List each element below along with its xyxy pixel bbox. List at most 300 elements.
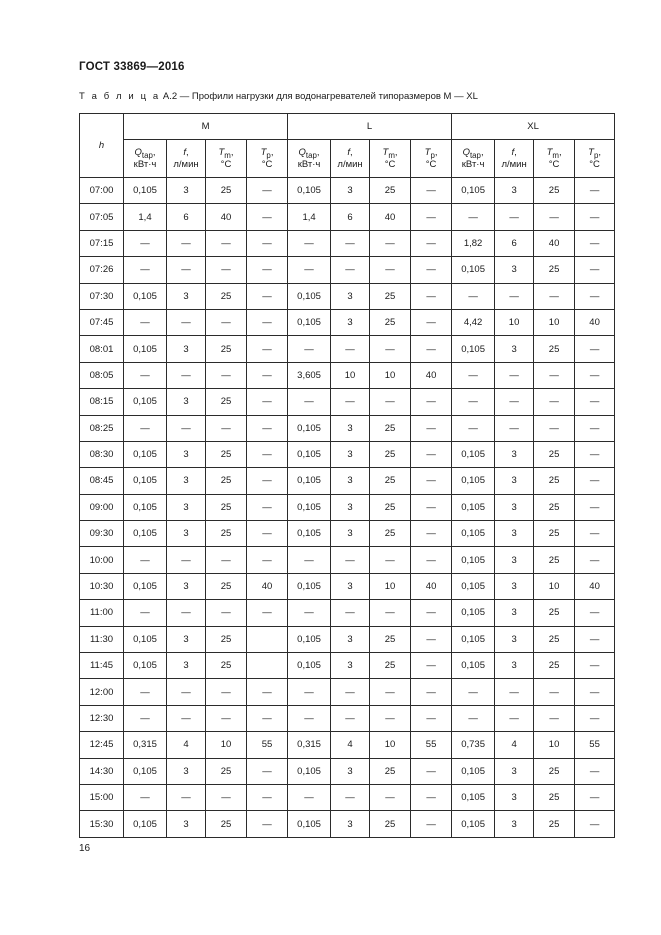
- time-cell: 09:00: [80, 494, 124, 520]
- group-header-m: M: [124, 114, 288, 140]
- table-cell: —: [247, 257, 288, 283]
- table-cell: 25: [206, 811, 247, 837]
- table-cell: 0,105: [452, 336, 495, 362]
- table-cell: 25: [206, 336, 247, 362]
- table-cell: 3: [331, 283, 370, 309]
- table-cell: —: [411, 230, 452, 256]
- table-cell: 55: [575, 732, 615, 758]
- table-cell: —: [575, 336, 615, 362]
- table-cell: 0,105: [288, 626, 331, 652]
- table-cell: —: [331, 784, 370, 810]
- table-cell: 3: [331, 811, 370, 837]
- table-cell: —: [331, 257, 370, 283]
- column-header: $T_m$, °C: [370, 140, 411, 178]
- table-cell: —: [575, 784, 615, 810]
- table-cell: 25: [206, 468, 247, 494]
- page-number: 16: [79, 843, 91, 854]
- table-cell: —: [575, 257, 615, 283]
- table-cell: —: [247, 336, 288, 362]
- table-cell: —: [575, 204, 615, 230]
- table-cell: —: [288, 705, 331, 731]
- column-unit: °C: [425, 158, 437, 170]
- table-cell: [247, 653, 288, 679]
- time-cell: 12:45: [80, 732, 124, 758]
- table-cell: —: [247, 178, 288, 204]
- table-row: [80, 309, 615, 335]
- column-subscript: tap: [305, 150, 317, 160]
- table-cell: —: [534, 389, 575, 415]
- table-cell: 40: [411, 573, 452, 599]
- table-cell: 1,82: [452, 230, 495, 256]
- table-cell: 4: [495, 732, 534, 758]
- table-cell: 3: [331, 441, 370, 467]
- table-cell: —: [167, 415, 206, 441]
- table-cell: 0,105: [452, 257, 495, 283]
- time-cell: 08:45: [80, 468, 124, 494]
- time-cell: 07:45: [80, 309, 124, 335]
- sub-header-row: [80, 140, 615, 178]
- table-cell: —: [575, 626, 615, 652]
- table-caption: [79, 91, 478, 102]
- table-cell: —: [288, 679, 331, 705]
- table-cell: —: [247, 309, 288, 335]
- table-cell: 3: [331, 758, 370, 784]
- table-cell: 0,105: [288, 468, 331, 494]
- table-cell: —: [247, 811, 288, 837]
- table-cell: 0,105: [452, 626, 495, 652]
- table-cell: 25: [370, 521, 411, 547]
- table-cell: —: [247, 468, 288, 494]
- table-cell: 0,105: [452, 494, 495, 520]
- table-cell: 0,105: [452, 441, 495, 467]
- table-cell: 25: [534, 336, 575, 362]
- column-unit: л/мин: [173, 158, 199, 170]
- table-cell: 25: [534, 547, 575, 573]
- table-cell: —: [167, 257, 206, 283]
- table-row: [80, 600, 615, 626]
- column-symbol: T: [260, 147, 267, 159]
- table-row: [80, 362, 615, 388]
- table-cell: —: [575, 679, 615, 705]
- table-cell: —: [167, 705, 206, 731]
- table-cell: —: [167, 362, 206, 388]
- column-unit: кВт·ч: [133, 158, 157, 170]
- table-cell: 0,105: [124, 283, 167, 309]
- table-cell: —: [452, 362, 495, 388]
- table-cell: 3: [167, 283, 206, 309]
- table-cell: —: [534, 415, 575, 441]
- table-cell: 40: [370, 204, 411, 230]
- table-cell: —: [247, 441, 288, 467]
- table-cell: —: [247, 494, 288, 520]
- table-cell: —: [167, 679, 206, 705]
- caption-prefix: Т а б л и ц а: [79, 91, 161, 102]
- column-symbol: Q: [298, 147, 306, 159]
- group-header-row: [80, 114, 615, 140]
- table-row: [80, 521, 615, 547]
- table-cell: 1,4: [288, 204, 331, 230]
- table-cell: —: [370, 705, 411, 731]
- table-cell: 4: [331, 732, 370, 758]
- table-cell: —: [124, 547, 167, 573]
- table-cell: 25: [534, 257, 575, 283]
- table-cell: 3: [167, 626, 206, 652]
- table-cell: —: [206, 600, 247, 626]
- table-row: [80, 626, 615, 652]
- table-cell: 25: [370, 494, 411, 520]
- table-cell: 0,105: [124, 336, 167, 362]
- table-cell: 25: [534, 626, 575, 652]
- table-cell: —: [331, 600, 370, 626]
- table-row: [80, 758, 615, 784]
- table-cell: —: [411, 547, 452, 573]
- column-symbol: T: [218, 147, 225, 159]
- table-cell: 0,315: [124, 732, 167, 758]
- table-cell: —: [534, 705, 575, 731]
- table-cell: 10: [370, 573, 411, 599]
- table-cell: 0,105: [288, 573, 331, 599]
- table-cell: —: [124, 309, 167, 335]
- table-cell: —: [411, 705, 452, 731]
- table-row: [80, 178, 615, 204]
- table-cell: —: [370, 600, 411, 626]
- table-cell: —: [411, 257, 452, 283]
- table-cell: 25: [534, 758, 575, 784]
- column-header: $T_m$, °C: [206, 140, 247, 178]
- table-cell: 3: [331, 626, 370, 652]
- column-subscript: tap: [141, 150, 153, 160]
- table-cell: —: [411, 389, 452, 415]
- table-cell: 25: [370, 309, 411, 335]
- table-cell: —: [495, 705, 534, 731]
- time-cell: 07:26: [80, 257, 124, 283]
- table-cell: 3: [495, 178, 534, 204]
- table-cell: 25: [534, 178, 575, 204]
- table-cell: —: [534, 362, 575, 388]
- table-cell: 25: [206, 389, 247, 415]
- table-cell: 25: [534, 784, 575, 810]
- table-cell: —: [124, 784, 167, 810]
- table-cell: 10: [534, 732, 575, 758]
- table-cell: 3: [167, 758, 206, 784]
- table-cell: —: [247, 600, 288, 626]
- table-cell: 3: [495, 547, 534, 573]
- table-cell: —: [452, 389, 495, 415]
- table-cell: —: [124, 600, 167, 626]
- table-cell: —: [247, 705, 288, 731]
- table-cell: 0,105: [452, 521, 495, 547]
- column-subscript: tap: [469, 150, 481, 160]
- column-subscript: p: [593, 150, 599, 160]
- table-cell: 10: [534, 573, 575, 599]
- table-cell: —: [411, 784, 452, 810]
- load-profile-table: [79, 113, 615, 838]
- table-cell: —: [452, 679, 495, 705]
- table-cell: —: [575, 705, 615, 731]
- column-header: f, л/мин: [331, 140, 370, 178]
- column-symbol: f: [511, 147, 515, 159]
- table-cell: —: [247, 230, 288, 256]
- column-subscript: m: [388, 150, 395, 160]
- table-cell: —: [370, 257, 411, 283]
- table-cell: —: [370, 547, 411, 573]
- time-cell: 07:00: [80, 178, 124, 204]
- column-symbol: Q: [134, 147, 142, 159]
- table-cell: —: [411, 626, 452, 652]
- column-symbol: T: [546, 147, 553, 159]
- time-cell: 12:00: [80, 679, 124, 705]
- column-header: $T_p$, °C: [411, 140, 452, 178]
- table-cell: 25: [534, 653, 575, 679]
- table-cell: —: [495, 679, 534, 705]
- table-cell: 3: [331, 494, 370, 520]
- table-cell: 25: [370, 626, 411, 652]
- table-cell: —: [370, 230, 411, 256]
- column-unit: °C: [548, 158, 560, 170]
- table-cell: —: [411, 309, 452, 335]
- column-symbol: f: [183, 147, 186, 159]
- table-cell: 3: [167, 811, 206, 837]
- column-symbol: Q: [462, 147, 470, 159]
- table-cell: —: [247, 521, 288, 547]
- table-cell: 0,105: [452, 653, 495, 679]
- table-cell: —: [575, 547, 615, 573]
- column-unit: °C: [589, 158, 600, 170]
- table-cell: 55: [247, 732, 288, 758]
- table-cell: 0,105: [452, 784, 495, 810]
- table-cell: 3: [331, 573, 370, 599]
- table-cell: 3: [495, 811, 534, 837]
- table-cell: —: [370, 389, 411, 415]
- table-cell: —: [247, 758, 288, 784]
- time-cell: 11:45: [80, 653, 124, 679]
- table-cell: 0,105: [124, 758, 167, 784]
- table-cell: —: [370, 784, 411, 810]
- table-cell: 0,105: [124, 389, 167, 415]
- table-cell: 0,105: [124, 494, 167, 520]
- table-cell: 0,105: [124, 626, 167, 652]
- table-row: [80, 705, 615, 731]
- table-cell: —: [288, 600, 331, 626]
- column-symbol: f: [347, 147, 351, 159]
- table-cell: —: [452, 283, 495, 309]
- table-row: [80, 573, 615, 599]
- table-cell: 3: [167, 389, 206, 415]
- table-cell: 10: [206, 732, 247, 758]
- table-cell: —: [411, 283, 452, 309]
- table-row: [80, 283, 615, 309]
- column-unit: кВт·ч: [297, 158, 321, 170]
- table-cell: 40: [247, 573, 288, 599]
- column-unit: кВт·ч: [461, 158, 485, 170]
- table-cell: 25: [370, 653, 411, 679]
- table-cell: —: [206, 309, 247, 335]
- column-unit: °C: [261, 158, 273, 170]
- table-cell: 0,105: [288, 415, 331, 441]
- table-cell: 0,105: [124, 811, 167, 837]
- table-cell: 3: [167, 441, 206, 467]
- table-cell: 25: [534, 600, 575, 626]
- time-cell: 15:30: [80, 811, 124, 837]
- table-cell: 4,42: [452, 309, 495, 335]
- table-cell: —: [206, 415, 247, 441]
- table-cell: 3: [495, 494, 534, 520]
- table-cell: —: [411, 204, 452, 230]
- table-cell: —: [452, 415, 495, 441]
- table-cell: —: [411, 679, 452, 705]
- table-cell: —: [411, 811, 452, 837]
- table-cell: 25: [534, 521, 575, 547]
- table-cell: 3: [167, 573, 206, 599]
- table-cell: 25: [534, 811, 575, 837]
- table-cell: 10: [495, 309, 534, 335]
- table-cell: —: [575, 283, 615, 309]
- table-cell: —: [206, 547, 247, 573]
- table-cell: 0,105: [452, 758, 495, 784]
- table-cell: 3: [167, 336, 206, 362]
- table-cell: 0,105: [124, 653, 167, 679]
- table-cell: 3: [331, 178, 370, 204]
- column-symbol: T: [424, 147, 431, 159]
- table-cell: —: [206, 257, 247, 283]
- table-cell: 25: [370, 283, 411, 309]
- time-column-header: h: [80, 114, 124, 178]
- table-cell: 0,105: [288, 758, 331, 784]
- table-cell: —: [411, 521, 452, 547]
- table-cell: 0,105: [452, 547, 495, 573]
- table-cell: 25: [370, 415, 411, 441]
- table-cell: 3: [495, 521, 534, 547]
- table-cell: 0,735: [452, 732, 495, 758]
- table-cell: [247, 626, 288, 652]
- table-cell: 0,105: [288, 811, 331, 837]
- table-cell: 0,105: [452, 573, 495, 599]
- time-cell: 11:00: [80, 600, 124, 626]
- table-cell: —: [167, 600, 206, 626]
- table-cell: —: [452, 705, 495, 731]
- table-cell: —: [575, 468, 615, 494]
- column-header: f, л/мин: [167, 140, 206, 178]
- table-cell: —: [167, 547, 206, 573]
- time-cell: 08:30: [80, 441, 124, 467]
- table-cell: —: [575, 362, 615, 388]
- table-cell: 3: [495, 573, 534, 599]
- table-row: [80, 468, 615, 494]
- column-header: $T_m$, °C: [534, 140, 575, 178]
- column-unit: л/мин: [337, 158, 363, 170]
- table-cell: 0,105: [452, 811, 495, 837]
- table-row: [80, 415, 615, 441]
- table-cell: —: [575, 415, 615, 441]
- table-cell: —: [124, 257, 167, 283]
- table-cell: 40: [411, 362, 452, 388]
- table-cell: 0,105: [124, 573, 167, 599]
- table-cell: 3: [495, 468, 534, 494]
- table-row: [80, 653, 615, 679]
- time-cell: 08:05: [80, 362, 124, 388]
- column-header: $Q_{tap}$, кВт·ч: [124, 140, 167, 178]
- time-cell: 08:01: [80, 336, 124, 362]
- table-cell: —: [370, 336, 411, 362]
- table-cell: 25: [206, 494, 247, 520]
- column-header: $T_p$, °C: [247, 140, 288, 178]
- caption-text: А.2 — Профили нагрузки для водонагревателей типоразмеров М — XL: [162, 91, 478, 102]
- column-unit: °C: [384, 158, 396, 170]
- table-cell: 6: [495, 230, 534, 256]
- table-cell: 3,605: [288, 362, 331, 388]
- table-cell: —: [575, 600, 615, 626]
- table-cell: —: [331, 679, 370, 705]
- table-cell: —: [411, 758, 452, 784]
- table-cell: —: [575, 389, 615, 415]
- table-cell: —: [206, 705, 247, 731]
- table-cell: —: [575, 521, 615, 547]
- table-cell: —: [247, 204, 288, 230]
- table-cell: —: [411, 336, 452, 362]
- table-cell: 0,105: [288, 178, 331, 204]
- table-cell: —: [534, 204, 575, 230]
- table-cell: —: [206, 784, 247, 810]
- table-cell: 6: [167, 204, 206, 230]
- time-cell: 09:30: [80, 521, 124, 547]
- time-cell: 07:15: [80, 230, 124, 256]
- table-cell: 25: [206, 283, 247, 309]
- table-cell: 3: [331, 653, 370, 679]
- table-cell: 25: [206, 758, 247, 784]
- table-cell: —: [534, 679, 575, 705]
- table-row: [80, 732, 615, 758]
- time-cell: 07:05: [80, 204, 124, 230]
- table-cell: 25: [534, 468, 575, 494]
- table-cell: 3: [167, 178, 206, 204]
- table-cell: —: [124, 230, 167, 256]
- table-cell: 0,105: [124, 521, 167, 547]
- table-cell: 0,105: [288, 309, 331, 335]
- table-cell: 25: [206, 178, 247, 204]
- table-row: [80, 389, 615, 415]
- table-cell: 10: [534, 309, 575, 335]
- column-symbol: T: [382, 147, 389, 159]
- table-cell: —: [247, 283, 288, 309]
- column-unit: °C: [220, 158, 232, 170]
- table-cell: 3: [331, 415, 370, 441]
- table-cell: 25: [370, 468, 411, 494]
- table-cell: 25: [370, 811, 411, 837]
- table-cell: 0,105: [288, 521, 331, 547]
- time-cell: 10:30: [80, 573, 124, 599]
- table-cell: —: [288, 230, 331, 256]
- table-cell: —: [411, 178, 452, 204]
- table-cell: 25: [534, 494, 575, 520]
- table-cell: 3: [167, 468, 206, 494]
- table-cell: 25: [206, 573, 247, 599]
- table-cell: 55: [411, 732, 452, 758]
- table-cell: 4: [167, 732, 206, 758]
- table-cell: —: [495, 389, 534, 415]
- column-subscript: p: [430, 150, 435, 160]
- table-cell: 40: [534, 230, 575, 256]
- table-cell: —: [411, 494, 452, 520]
- table-cell: —: [288, 336, 331, 362]
- table-row: [80, 494, 615, 520]
- table-row: [80, 811, 615, 837]
- table-cell: —: [575, 230, 615, 256]
- table-cell: —: [411, 653, 452, 679]
- table-row: [80, 204, 615, 230]
- table-cell: 0,315: [288, 732, 331, 758]
- table-cell: 40: [206, 204, 247, 230]
- table-cell: —: [288, 784, 331, 810]
